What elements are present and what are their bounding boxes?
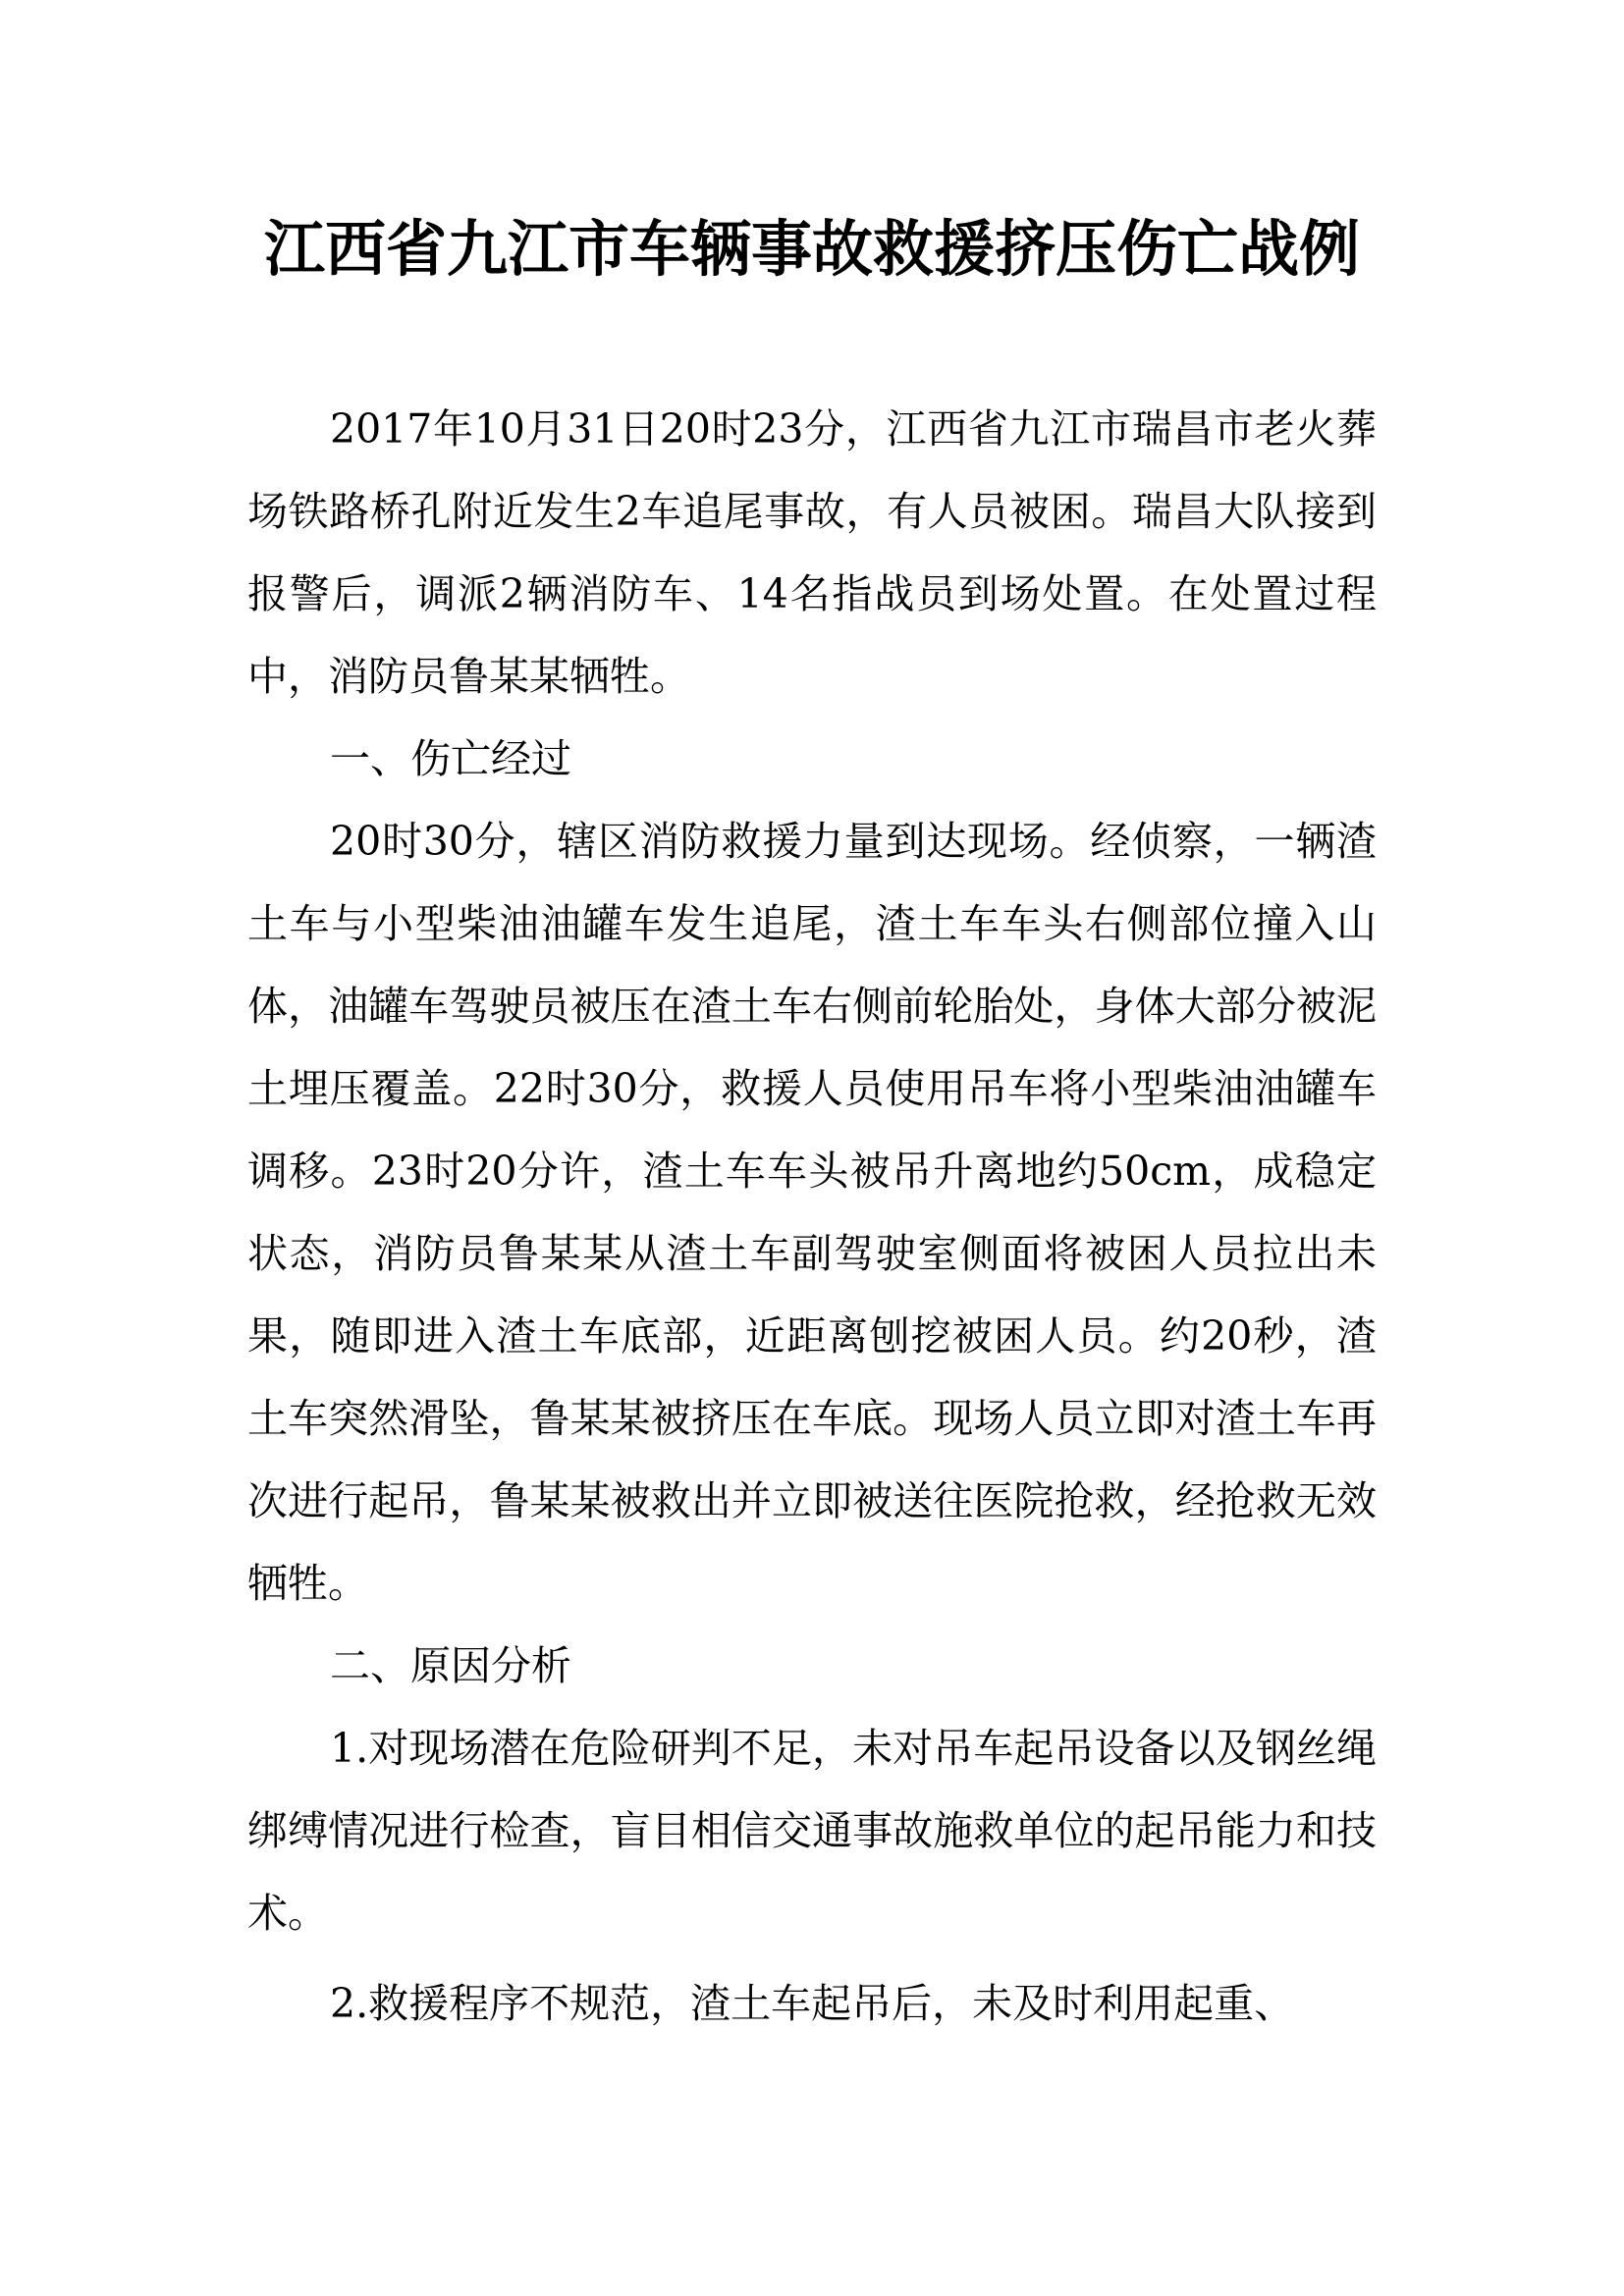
document-title: 江西省九江市车辆事故救援挤压伤亡战例 xyxy=(263,213,1360,285)
section-heading-casualty-process: 一、伤亡经过 xyxy=(330,735,571,782)
cause-paragraph-1: 1.对现场潜在危险研判不足，未对吊车起吊设备以及钢丝绳绑缚情况进行检查，盲目相信交通事故施救单位的起吊能力和技术。 xyxy=(247,1725,1377,1937)
intro-paragraph: 2017年10月31日20时23分，江西省九江市瑞昌市老火葬场铁路桥孔附近发生2车追尾事故，有人员被困。瑞昌大队接到报警后，调派2辆消防车、14名指战员到场处置。在处置过程中，消防员鲁某某牺牲。 xyxy=(247,405,1377,700)
document-body xyxy=(247,388,1377,2045)
casualty-process-paragraph: 20时30分，辖区消防救援力量到达现场。经侦察，一辆渣土车与小型柴油油罐车发生追尾，渣土车车头右侧部位撞入山体，油罐车驾驶员被压在渣土车右侧前轮胎处，身体大部分被泥土埋压覆盖。22时30分，救援人员使用吊车将小型柴油油罐车调移。23时20分许，渣土车车头被吊升离地约50cm，成稳定状态，消防员鲁某某从渣土车副驾驶室侧面将被困人员拉出未果，随即进入渣土车底部，近距离刨挖被困人员。约20秒，渣土车突然滑坠，鲁某某被挤压在车底。现场人员立即对渣土车再次进行起吊，鲁某某被救出并立即被送往医院抢救，经抢救无效牺牲。 xyxy=(247,818,1377,1607)
section-heading-cause-analysis: 二、原因分析 xyxy=(330,1642,571,1689)
cause-paragraph-2: 2.救援程序不规范，渣土车起吊后，未及时利用起重、 xyxy=(330,1980,1295,2027)
